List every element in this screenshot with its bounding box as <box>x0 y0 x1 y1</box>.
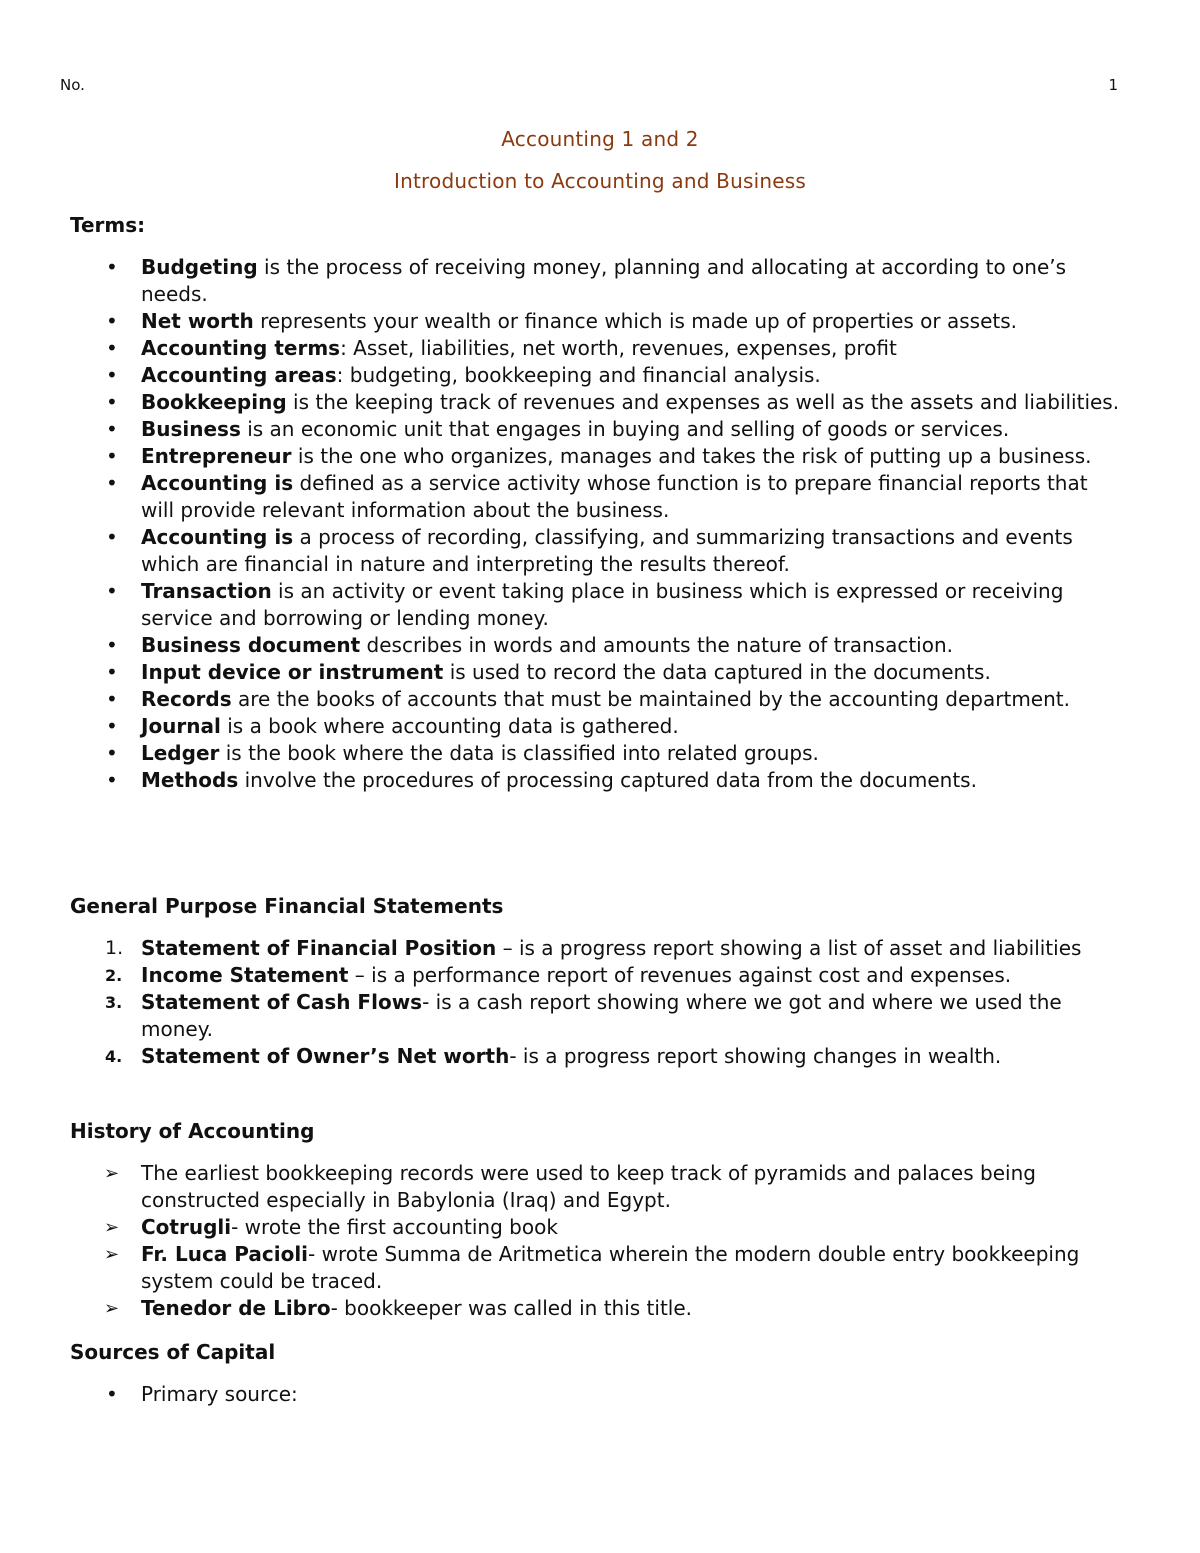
bullet-icon: • <box>106 768 118 792</box>
bullet-icon: • <box>106 633 118 657</box>
bullet-icon: • <box>106 525 118 549</box>
list-number: 4. <box>105 1047 123 1066</box>
list-item: 3. Statement of Cash Flows- is a cash report showing where we got and where we used the money. <box>105 990 1062 1041</box>
list-number: 2. <box>105 966 123 985</box>
list-number: 1. <box>105 937 124 959</box>
list-item: • Budgeting is the process of receiving money, planning and allocating at according to one’s needs. <box>106 255 1067 306</box>
list-item: • Bookkeeping is the keeping track of revenues and expenses as well as the assets and liabilities. <box>106 390 1120 414</box>
bullet-icon: • <box>106 1382 118 1406</box>
header-label: No. <box>60 76 85 94</box>
list-number: 3. <box>105 993 123 1012</box>
capital-list <box>70 1381 1120 1408</box>
bullet-icon: • <box>106 714 118 738</box>
terms-section <box>70 212 1120 794</box>
financial-statements-list <box>70 935 1120 1070</box>
document-title: Accounting 1 and 2 <box>501 127 699 151</box>
bullet-icon: • <box>106 579 118 603</box>
list-item: • Business document describes in words and amounts the nature of transaction. <box>106 633 954 657</box>
list-item: • Input device or instrument is used to record the data captured in the documents. <box>106 660 991 684</box>
terms-heading: Terms: <box>70 213 146 237</box>
list-item: • Primary source: <box>106 1382 298 1406</box>
arrow-bullet-icon: ➢ <box>104 1298 120 1319</box>
page-number: 1 <box>1108 76 1118 94</box>
list-item: 2. Income Statement – is a performance report of revenues against cost and expenses. <box>105 963 1012 987</box>
list-item: • Entrepreneur is the one who organizes, manages and takes the risk of putting up a business. <box>106 444 1092 468</box>
bullet-icon: • <box>106 660 118 684</box>
arrow-bullet-icon: ➢ <box>104 1244 120 1265</box>
list-item: ➢ Cotrugli- wrote the first accounting book <box>104 1215 558 1239</box>
bullet-icon: • <box>106 255 118 279</box>
list-item: • Accounting areas: budgeting, bookkeeping and financial analysis. <box>106 363 821 387</box>
history-list <box>70 1160 1120 1322</box>
list-item: ➢ The earliest bookkeeping records were used to keep track of pyramids and palaces being constructed especially in Babylonia (Iraq) and Egypt. <box>104 1161 1036 1212</box>
document-subtitle: Introduction to Accounting and Business <box>394 169 806 193</box>
history-heading: History of Accounting <box>70 1119 315 1143</box>
bullet-icon: • <box>106 741 118 765</box>
financial-statements-section <box>70 893 1120 1070</box>
bullet-icon: • <box>106 687 118 711</box>
list-item: • Records are the books of accounts that must be maintained by the accounting department. <box>106 687 1070 711</box>
bullet-icon: • <box>106 417 118 441</box>
bullet-icon: • <box>106 309 118 333</box>
list-item: • Accounting is a process of recording, classifying, and summarizing transactions and events which are financial in nature and interpreting the results thereof. <box>106 525 1073 576</box>
history-section <box>70 1118 1120 1322</box>
list-item: • Business is an economic unit that engages in buying and selling of goods or services. <box>106 417 1010 441</box>
bullet-icon: • <box>106 363 118 387</box>
capital-heading: Sources of Capital <box>70 1340 276 1364</box>
financial-statements-heading: General Purpose Financial Statements <box>70 894 504 918</box>
list-item: • Accounting is defined as a service activity whose function is to prepare financial reports that will provide relevant information about the business. <box>106 471 1088 522</box>
list-item: • Transaction is an activity or event taking place in business which is expressed or receiving service and borrowing or lending money. <box>106 579 1064 630</box>
list-item: 4. Statement of Owner’s Net worth- is a progress report showing changes in wealth. <box>105 1044 1002 1068</box>
bullet-icon: • <box>106 444 118 468</box>
list-item: • Methods involve the procedures of processing captured data from the documents. <box>106 768 977 792</box>
list-item: 1. Statement of Financial Position – is a progress report showing a list of asset and liabilities <box>105 936 1082 960</box>
list-item: ➢ Tenedor de Libro- bookkeeper was called in this title. <box>104 1296 693 1320</box>
arrow-bullet-icon: ➢ <box>104 1217 120 1238</box>
bullet-icon: • <box>106 390 118 414</box>
list-item: • Journal is a book where accounting data is gathered. <box>106 714 679 738</box>
bullet-icon: • <box>106 336 118 360</box>
terms-list <box>70 254 1120 794</box>
list-item: • Ledger is the book where the data is classified into related groups. <box>106 741 819 765</box>
list-item: • Net worth represents your wealth or finance which is made up of properties or assets. <box>106 309 1017 333</box>
arrow-bullet-icon: ➢ <box>104 1163 120 1184</box>
capital-section <box>70 1339 1120 1408</box>
list-item: • Accounting terms: Asset, liabilities, net worth, revenues, expenses, profit <box>106 336 897 360</box>
list-item: ➢ Fr. Luca Pacioli- wrote Summa de Aritmetica wherein the modern double entry bookkeeping system could be traced. <box>104 1242 1080 1293</box>
bullet-icon: • <box>106 471 118 495</box>
